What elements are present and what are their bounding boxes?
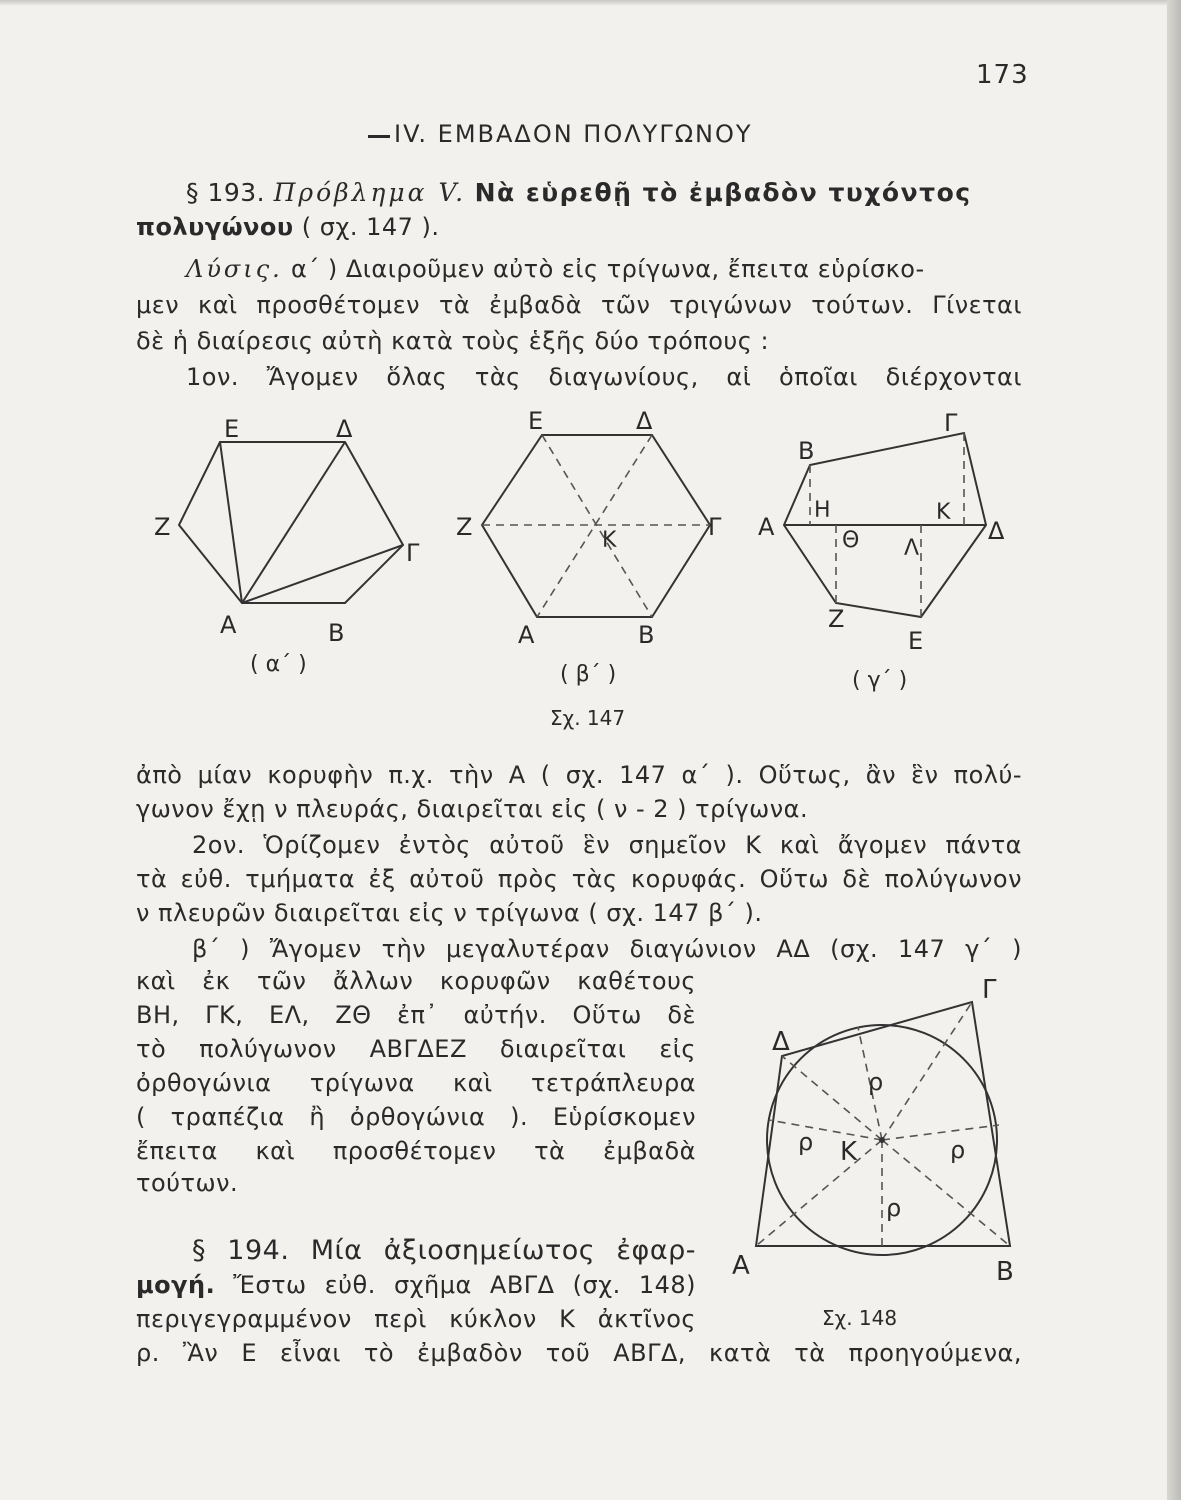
section-193-number: § 193. (186, 178, 266, 207)
body-line-11: ( τραπέζια ἢ ὀρθογώνια ). Εὑρίσκομεν (136, 1103, 696, 1131)
label-d: Δ (336, 415, 353, 443)
label-k: Κ (936, 500, 951, 525)
label-e: Ε (528, 407, 544, 435)
center-point (879, 1137, 885, 1143)
figure-147-b (452, 405, 752, 695)
label-r-top: ρ (868, 1068, 884, 1096)
segment-kd (537, 435, 652, 617)
section-194-heading (192, 1236, 696, 1266)
caption-c: ( γ΄ ) (852, 668, 908, 693)
label-r-bottom: ρ (886, 1194, 902, 1222)
section-193-title: Νὰ εὑρεθῇ τὸ ἐμβαδὸν τυχόντος (474, 178, 972, 207)
label-b: Β (638, 621, 655, 649)
section-193-ref: ( σχ. 147 ). (301, 213, 440, 241)
solution-line-1-text: α΄ ) Διαιροῦμεν αὐτὸ εἰς τρίγωνα, ἔπειτα εὑρίσκο- (290, 255, 925, 283)
label-z: Ζ (828, 605, 845, 633)
label-b: Β (798, 437, 815, 465)
section-194-line-1 (136, 1270, 696, 1300)
radius-right (882, 1125, 999, 1140)
body-line-12: ἔπειτα καὶ προσθέτομεν τὰ ἐμβαδὰ (136, 1137, 696, 1165)
label-a: Α (758, 513, 775, 541)
figure-147-c (756, 405, 1046, 695)
page-number: 173 (976, 60, 1029, 90)
solution-line-2: μεν καὶ προσθέτομεν τὰ ἐμβαδὰ τῶν τριγώνων τούτων. Γίνεται (136, 291, 1022, 319)
body-line-13: τούτων. (136, 1169, 239, 1197)
label-z: Ζ (456, 513, 473, 541)
page-edge-shadow (1167, 0, 1181, 1500)
body-line-7: καὶ ἐκ τῶν ἄλλων κορυφῶν καθέτους (136, 967, 696, 995)
label-d: Δ (772, 1027, 790, 1057)
section-194-number: § 194. (192, 1235, 290, 1266)
radius-left (769, 1120, 882, 1140)
label-k: Κ (840, 1137, 858, 1167)
section-194-line-2: περιγεγραμμένον περὶ κύκλον Κ ἀκτῖνος (136, 1305, 696, 1333)
figure-148 (720, 970, 1040, 1290)
diagonal-ad (242, 442, 345, 603)
section-193-heading-cont (136, 212, 440, 242)
section-193-heading (186, 178, 972, 208)
label-g: Γ (708, 513, 722, 541)
label-g: Γ (982, 975, 997, 1005)
running-head-text: IV. ΕΜΒΑΔΟΝ ΠΟΛΥΓΩΝΟΥ (394, 120, 753, 148)
body-line-2: γωνον ἔχῃ ν πλευράς, διαιρεῖται εἰς ( ν - 2 ) τρίγωνα. (136, 795, 809, 823)
solution-line-4: 1ον. Ἄγομεν ὅλας τὰς διαγωνίους, αἱ ὁποῖαι διέρχονται (186, 363, 1022, 391)
label-r-right: ρ (950, 1136, 966, 1164)
figure-147-caption: Σχ. 147 (550, 706, 626, 730)
running-head-mark (368, 135, 390, 138)
section-194-title: Μία ἀξιοσημείωτος ἐφαρ- (310, 1235, 696, 1266)
solution-line-1 (186, 254, 925, 284)
body-line-6: β΄ ) Ἄγομεν τὴν μεγαλυτέραν διαγώνιον ΑΔ (σχ. 147 γ΄ ) (192, 935, 1022, 963)
label-l: Λ (904, 536, 920, 561)
body-line-10: ὀρθογώνια τρίγωνα καὶ τετράπλευρα (136, 1069, 696, 1097)
label-e: Ε (908, 627, 924, 655)
section-194-line-1-text: Ἔστω εὐθ. σχῆμα ΑΒΓΔ (σχ. 148) (233, 1271, 696, 1299)
segment-kb (882, 1140, 1010, 1246)
section-193-label: Πρόβλημα V. (273, 178, 467, 207)
body-line-5: ν πλευρῶν διαιρεῖται εἰς ν τρίγωνα ( σχ. 147 β΄ ). (136, 899, 763, 927)
running-head (368, 120, 753, 148)
label-b: Β (996, 1257, 1014, 1287)
figure-148-caption: Σχ. 148 (822, 1306, 898, 1330)
figure-147-a (140, 405, 440, 695)
label-t: Θ (842, 528, 860, 553)
label-a: Α (732, 1251, 750, 1281)
caption-b: ( β΄ ) (560, 662, 617, 687)
segment-kg (882, 1002, 972, 1140)
page-top-shadow (0, 0, 1181, 6)
body-line-1: ἀπὸ μίαν κορυφὴν π.χ. τὴν Α ( σχ. 147 α΄ ). Οὕτως, ἂν ἓν πολύ- (136, 761, 1022, 789)
hexagon-a (179, 442, 403, 603)
label-r-left: ρ (798, 1128, 814, 1156)
diagonal-ag (242, 545, 403, 603)
caption-a: ( α΄ ) (250, 652, 307, 677)
section-194-line-3: ρ. Ἂν Ε εἶναι τὸ ἐμβαδὸν τοῦ ΑΒΓΔ, κατὰ τὰ προηγούμενα, (136, 1339, 1022, 1367)
label-z: Ζ (154, 513, 171, 541)
label-e: Ε (224, 415, 240, 443)
solution-label: Λύσις. (186, 255, 283, 283)
body-line-3: 2ον. Ὁρίζομεν ἐντὸς αὐτοῦ ἓν σημεῖον Κ καὶ ἄγομεν πάντα (192, 831, 1022, 859)
label-g: Γ (406, 539, 420, 567)
hexagon-b (482, 435, 710, 617)
solution-line-3: δὲ ἡ διαίρεσις αὐτὴ κατὰ τοὺς ἑξῆς δύο τρόπους : (136, 327, 770, 355)
label-g: Γ (944, 409, 958, 437)
label-a: Α (518, 621, 535, 649)
label-d: Δ (636, 407, 653, 435)
body-line-4: τὰ εὐθ. τμήματα ἐξ αὐτοῦ πρὸς τὰς κορυφάς. Οὕτω δὲ πολύγωνον (136, 865, 1022, 893)
label-a: Α (220, 611, 237, 639)
segment-ka (756, 1140, 882, 1246)
section-194-title-cont: μογή. (136, 1271, 216, 1299)
body-line-9: τὸ πολύγωνον ΑΒΓΔΕΖ διαιρεῖται εἰς (136, 1035, 696, 1063)
label-d: Δ (988, 517, 1005, 545)
label-h: Η (814, 498, 831, 523)
label-k: Κ (602, 528, 617, 553)
body-line-8: ΒΗ, ΓΚ, ΕΛ, ΖΘ ἐπ᾽ αὐτήν. Οὕτω δὲ (136, 1001, 696, 1029)
section-193-title-cont: πολυγώνου (136, 213, 294, 241)
label-b: Β (328, 619, 345, 647)
